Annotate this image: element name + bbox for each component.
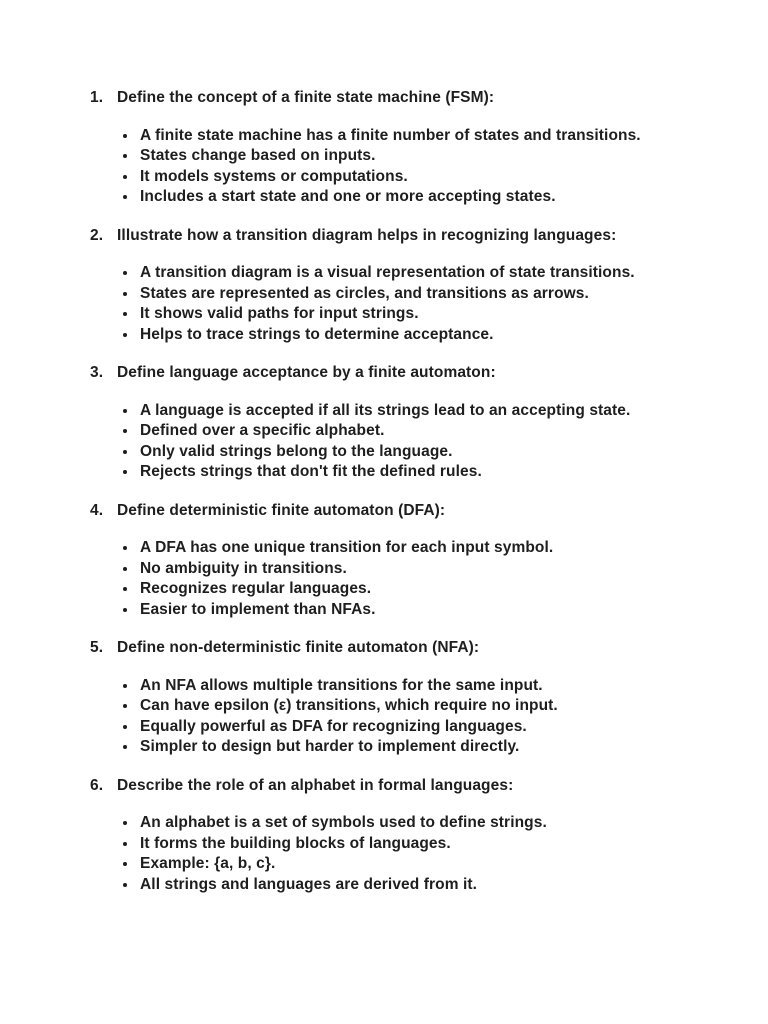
bullet-item xyxy=(123,538,668,559)
bullet-text: Only valid strings belong to the language. xyxy=(140,442,453,460)
bullet-text: Easier to implement than NFAs. xyxy=(140,600,376,618)
question-item xyxy=(90,501,698,621)
question-item xyxy=(90,88,698,208)
bullet-dot-icon xyxy=(123,745,127,749)
bullet-item xyxy=(123,442,668,463)
bullet-text: It forms the building blocks of languages. xyxy=(140,834,451,852)
question-heading xyxy=(90,501,698,522)
bullet-dot-icon xyxy=(123,821,127,825)
bullet-dot-icon xyxy=(123,409,127,413)
bullet-item xyxy=(123,263,668,284)
bullet-text: Helps to trace strings to determine acceptance. xyxy=(140,325,494,343)
question-list xyxy=(90,88,698,895)
question-number: 2. xyxy=(90,226,104,244)
bullet-text: All strings and languages are derived from it. xyxy=(140,875,478,893)
bullet-dot-icon xyxy=(123,587,127,591)
bullet-text: A finite state machine has a finite number of states and transitions. xyxy=(140,126,641,144)
bullet-dot-icon xyxy=(123,704,127,708)
question-item xyxy=(90,638,698,758)
bullet-text: Can have epsilon (ε) transitions, which require no input. xyxy=(140,697,558,714)
question-title: Define the concept of a finite state machine (FSM): xyxy=(117,89,495,106)
bullet-item xyxy=(123,813,668,834)
bullet-dot-icon xyxy=(123,312,127,316)
bullet-dot-icon xyxy=(123,175,127,179)
question-number: 1. xyxy=(90,89,104,106)
bullet-item xyxy=(123,284,668,305)
question-item xyxy=(90,363,698,483)
bullet-list xyxy=(90,538,668,620)
bullet-list xyxy=(90,676,668,758)
bullet-text: Simpler to design but harder to implement directly. xyxy=(140,738,520,755)
bullet-dot-icon xyxy=(123,154,127,158)
bullet-list xyxy=(90,263,668,345)
bullet-item xyxy=(123,579,668,600)
bullet-text: It models systems or computations. xyxy=(140,167,408,185)
bullet-item xyxy=(123,696,668,717)
bullet-dot-icon xyxy=(123,567,127,571)
bullet-item xyxy=(123,325,668,346)
bullet-item xyxy=(123,875,668,896)
bullet-dot-icon xyxy=(123,842,127,846)
bullet-dot-icon xyxy=(123,195,127,199)
bullet-list xyxy=(90,813,668,895)
bullet-dot-icon xyxy=(123,470,127,474)
bullet-item xyxy=(123,146,668,167)
question-heading xyxy=(90,776,698,797)
bullet-item xyxy=(123,126,668,147)
bullet-dot-icon xyxy=(123,333,127,337)
bullet-dot-icon xyxy=(123,134,127,138)
question-title: Describe the role of an alphabet in formal languages: xyxy=(117,776,514,794)
question-heading xyxy=(90,363,698,384)
question-title: Define non-deterministic finite automaton (NFA): xyxy=(117,639,480,656)
question-title: Define language acceptance by a finite automaton: xyxy=(117,364,496,381)
bullet-text: A language is accepted if all its strings lead to an accepting state. xyxy=(140,401,631,419)
bullet-dot-icon xyxy=(123,684,127,688)
bullet-dot-icon xyxy=(123,725,127,729)
question-title: Illustrate how a transition diagram helps in recognizing languages: xyxy=(117,226,617,244)
bullet-dot-icon xyxy=(123,271,127,275)
bullet-item xyxy=(123,559,668,580)
bullet-item xyxy=(123,600,668,621)
question-heading xyxy=(90,226,698,247)
bullet-item xyxy=(123,737,668,758)
bullet-item xyxy=(123,304,668,325)
bullet-text: It shows valid paths for input strings. xyxy=(140,305,419,322)
bullet-text: An NFA allows multiple transitions for the same input. xyxy=(140,676,543,694)
bullet-item xyxy=(123,462,668,483)
bullet-item xyxy=(123,834,668,855)
bullet-list xyxy=(90,401,668,483)
bullet-item xyxy=(123,717,668,738)
bullet-dot-icon xyxy=(123,546,127,550)
question-number: 6. xyxy=(90,776,104,794)
bullet-text: No ambiguity in transitions. xyxy=(140,559,347,577)
question-heading xyxy=(90,638,698,659)
question-title: Define deterministic finite automaton (DFA): xyxy=(117,501,446,519)
bullet-item xyxy=(123,421,668,442)
bullet-dot-icon xyxy=(123,608,127,612)
bullet-item xyxy=(123,676,668,697)
question-item xyxy=(90,226,698,346)
bullet-dot-icon xyxy=(123,450,127,454)
bullet-dot-icon xyxy=(123,862,127,866)
bullet-text: States change based on inputs. xyxy=(140,147,376,164)
bullet-text: Equally powerful as DFA for recognizing languages. xyxy=(140,717,527,735)
bullet-dot-icon xyxy=(123,883,127,887)
bullet-item xyxy=(123,854,668,875)
bullet-text: An alphabet is a set of symbols used to define strings. xyxy=(140,814,547,831)
bullet-dot-icon xyxy=(123,429,127,433)
bullet-item xyxy=(123,401,668,422)
question-item xyxy=(90,776,698,896)
bullet-text: A DFA has one unique transition for each input symbol. xyxy=(140,539,554,556)
bullet-text: Includes a start state and one or more accepting states. xyxy=(140,188,556,205)
bullet-text: Defined over a specific alphabet. xyxy=(140,422,385,439)
bullet-dot-icon xyxy=(123,292,127,296)
bullet-item xyxy=(123,167,668,188)
question-number: 3. xyxy=(90,364,104,381)
bullet-text: Rejects strings that don't fit the defined rules. xyxy=(140,463,482,480)
bullet-item xyxy=(123,187,668,208)
question-number: 5. xyxy=(90,639,104,656)
bullet-text: States are represented as circles, and transitions as arrows. xyxy=(140,284,589,302)
question-heading xyxy=(90,88,698,109)
bullet-text: Example: {a, b, c}. xyxy=(140,855,276,872)
bullet-text: A transition diagram is a visual representation of state transitions. xyxy=(140,264,635,281)
question-number: 4. xyxy=(90,501,104,519)
bullet-list xyxy=(90,126,668,208)
bullet-text: Recognizes regular languages. xyxy=(140,580,372,597)
